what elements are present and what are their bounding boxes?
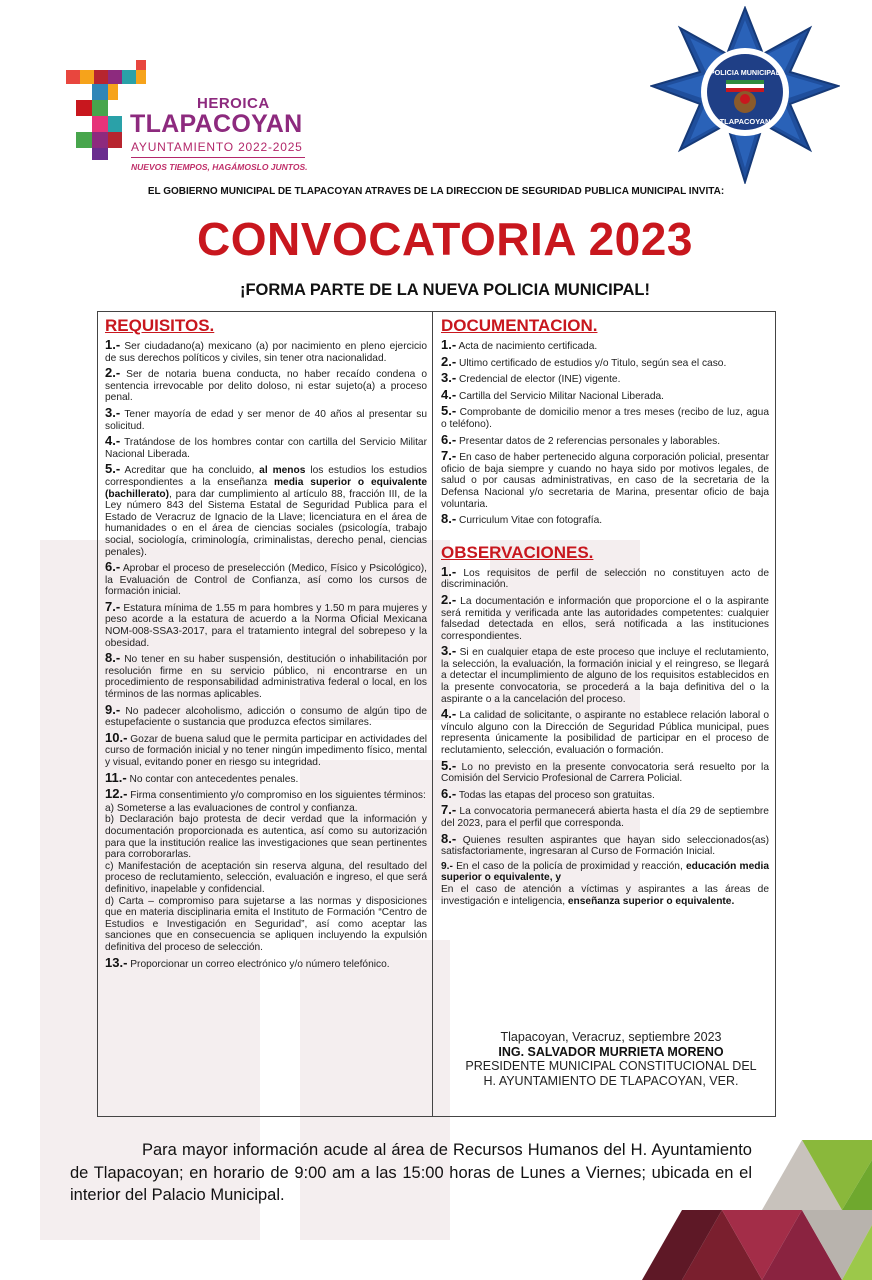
signature-name: ING. SALVADOR MURRIETA MORENO [498, 1044, 724, 1059]
column-divider [432, 312, 433, 1116]
observacion-item: 3.- Si en cualquier etapa de este proceso que incluye el reclutamiento, la selección, la evaluación, la formación inicial y el reingreso, se llegará a detectar el incumplimiento de alguno de los requisitos establecidos en la presente convocatoria, se procederá a la baja definitiva del o la aspirante o a la cancelación del proceso. [441, 643, 769, 705]
invitation-line: EL GOBIERNO MUNICIPAL DE TLAPACOYAN ATRAVES DE LA DIRECCION DE SEGURIDAD PUBLICA MUNICIPAL INVITA: [147, 186, 725, 197]
logo-divider [131, 157, 305, 158]
requisito-item: 3.- Tener mayoría de edad y ser menor de 40 años al presentar su solicitud. [105, 404, 427, 432]
requisito-item: 11.- No contar con antecedentes penales. [105, 769, 299, 785]
observacion-item: 1.- Los requisitos de perfil de selección no constituyen acto de discriminación. [441, 563, 769, 591]
documento-item: 7.- En caso de haber pertenecido alguna corporación policial, presentar oficio de baja siempre y cuando no haya sido por motivos legales, de salud o por causas administrativas, en caso de la secretaria de la Defensa Nacional y/o secretaria de Marina, presentar oficio de baja voluntaria. [441, 448, 769, 510]
documentacion-column [441, 316, 769, 910]
observacion-item: 8.- Quienes resulten aspirantes que hayan sido seleccionados(as) satisfactoriamente, ingresaran al Curso de Formación Inicial. [441, 830, 769, 858]
logo-slogan-text: NUEVOS TIEMPOS, HAGÁMOSLO JUNTOS. [131, 162, 308, 172]
requisito-item: 2.- Ser de notaria buena conducta, no haber recaído condena o sentencia irrevocable por delito doloso, ni estar sujeto(a) a proceso penal. [105, 365, 428, 404]
requisito-item: 7.- Estatura mínima de 1.55 m para hombres y 1.50 m para mujeres y peso acorde a la estatura de acuerdo a la Norma Oficial Mexicana NOM-008-SSA3-2017, para el tratamiento integral del sobrepeso y la obesidad. [105, 598, 427, 649]
badge-top-text: POLICIA MUNICIPAL [709, 68, 781, 77]
observacion-item: 9.- En el caso de la policía de proximidad y reacción, educación media superior o equivalente, y En el caso de atención a víctimas y aspirantes a las áreas de investigación e inteligencia, enseñanza superior o equivalente. [441, 860, 769, 907]
requisito-item: 6.- Aprobar el proceso de preselección (Medico, Físico y Psicológico), la Evaluación de Control de Confianza, así como los cursos de formación inicial. [105, 559, 427, 598]
observaciones-title: OBSERVACIONES. [441, 542, 594, 562]
requisito-item: 4.- Tratándose de los hombres contar con cartilla del Servicio Militar Nacional Liberada. [105, 433, 427, 460]
requisito-item: 13.- Proporcionar un correo electrónico y/o número telefónico. [105, 954, 390, 970]
documento-item: 4.- Cartilla del Servicio Militar Nacional Liberada. [441, 386, 664, 402]
signature-position-line-2: H. AYUNTAMIENTO DE TLAPACOYAN, VER. [483, 1073, 739, 1088]
signature-place-date: Tlapacoyan, Veracruz, septiembre 2023 [500, 1030, 722, 1044]
requisito-item: 10.- Gozar de buena salud que le permita participar en actividades del curso de formación inicial y no tener ningún impedimento físico, mental y visual, evitando poner en riesgo su integridad. [105, 729, 428, 768]
documento-item: 5.- Comprobante de domicilio menor a tres meses (recibo de luz, agua o teléfono). [441, 403, 769, 430]
logo-ayuntamiento-text: AYUNTAMIENTO 2022-2025 [131, 140, 303, 154]
content-box [97, 311, 776, 1117]
logo-city-text: TLAPACOYAN [130, 110, 303, 138]
requisito-item: 5.- Acreditar que ha concluido, al menos los estudios los estudios correspondientes a la enseñanza media superior o equivalente (bachillerato), para dar cumplimiento al artículo 88, fracción III, de la Ley número 843 del Sistema Estatal de Seguridad Publica para el Estado de Veracruz de Ignacio de la Llave; licenciatura en el área de humanidades o en el área de ciencias sociales (psicología, trabajo social, sociología, criminología, criminalistas, derecho penal, ciencias penales). [105, 461, 427, 558]
documento-item: 6.- Presentar datos de 2 referencias personales y laborables. [441, 431, 721, 447]
observacion-item: 6.- Todas las etapas del proceso son gratuitas. [441, 785, 655, 801]
documento-item: 8.- Curriculum Vitae con fotografía. [441, 511, 603, 527]
observacion-item: 5.- Lo no previsto en la presente convocatoria será resuelto por la Comisión del Servicio Profesional de Carrera Policial. [441, 757, 769, 785]
requisito-subitem: b) Declaración bajo protesta de decir verdad que la información y documentación proporcionada es autentica, así como su autorización para que la institución realice las investigaciones que sean pertinentes para corroborarlas. [105, 814, 427, 861]
observacion-item: 2.- La documentación e información que proporcione el o la aspirante será remitida y verificada ante las autoridades competentes: cualquier falsedad detectada en ellos, será notificada a las instituciones correspondientes. [441, 591, 769, 642]
requisito-item: 8.- No tener en su haber suspensión, destitución o inhabilitación por resolución firme en su servicio público, ni encontrarse en un procedimiento de responsabilidad administrativa federal o local, en los términos de las normas aplicables. [105, 650, 427, 701]
requisitos-column [105, 316, 427, 973]
badge-bottom-text: TLAPACOYAN [719, 117, 771, 126]
requisito-item: 9.- No padecer alcoholismo, adicción o consumo de algún tipo de estupefaciente o sustancia que produzca efectos similares. [105, 701, 427, 729]
documentacion-title: DOCUMENTACION. [441, 316, 598, 335]
logo-heroica-text: HEROICA [197, 95, 270, 112]
police-badge-icon [650, 6, 840, 184]
requisito-item: 12.- Firma consentimiento y/o compromiso en los siguientes términos: [105, 786, 426, 802]
documento-item: 1.- Acta de nacimiento certificada. [441, 337, 598, 352]
requisito-subitem: d) Carta – compromiso para sujetarse a las normas y disposiciones que en materia disciplinaria emita el Instituto de Formación “Centro de Estudios e Investigación en Seguridad”, así como aceptar las sanciones que en consecuencia se apliquen incluyendo la expulsión definitiva del proceso de selección. [105, 895, 427, 953]
observacion-item: 4.- La calidad de solicitante, o aspirante no establece relación laboral o vínculo alguno con la Dirección de Seguridad Pública municipal, pues representa únicamente la posibilidad de participar en el proceso de reclutamiento, selección, evaluación o formación. [441, 706, 769, 757]
requisito-subitem: c) Manifestación de aceptación sin reserva alguna, del resultado del proceso de reclutamiento, selección, evaluación e ingreso, el que será definitivo, inapelable y confidencial. [105, 860, 427, 895]
documento-item: 2.- Ultimo certificado de estudios y/o Titulo, según sea el caso. [441, 353, 727, 369]
requisitos-title: REQUISITOS. [105, 316, 215, 335]
page-subtitle: ¡FORMA PARTE DE LA NUEVA POLICIA MUNICIPAL! [239, 281, 651, 299]
signature-position-line-1: PRESIDENTE MUNICIPAL CONSTITUCIONAL DEL [465, 1059, 757, 1073]
documento-item: 3.- Credencial de elector (INE) vigente. [441, 370, 621, 386]
signature-block [453, 1030, 769, 1088]
observacion-item: 7.- La convocatoria permanecerá abierta hasta el día 29 de septiembre del 2023, para el perfil que corresponda. [441, 802, 769, 829]
requisito-subitem: a) Someterse a las evaluaciones de control y confianza. [105, 802, 358, 814]
footer-info: Para mayor información acude al área de Recursos Humanos del H. Ayuntamiento de Tlapacoyan; en horario de 9:00 am a las 15:00 horas de Lunes a Viernes; ubicada en el interior del Palacio Municipal. [70, 1141, 752, 1204]
page-title: CONVOCATORIA 2023 [197, 213, 693, 265]
requisito-item: 1.- Ser ciudadano(a) mexicano (a) por nacimiento en pleno ejercicio de sus derechos políticos y civiles, sin tener otra nacionalidad. [105, 337, 427, 364]
